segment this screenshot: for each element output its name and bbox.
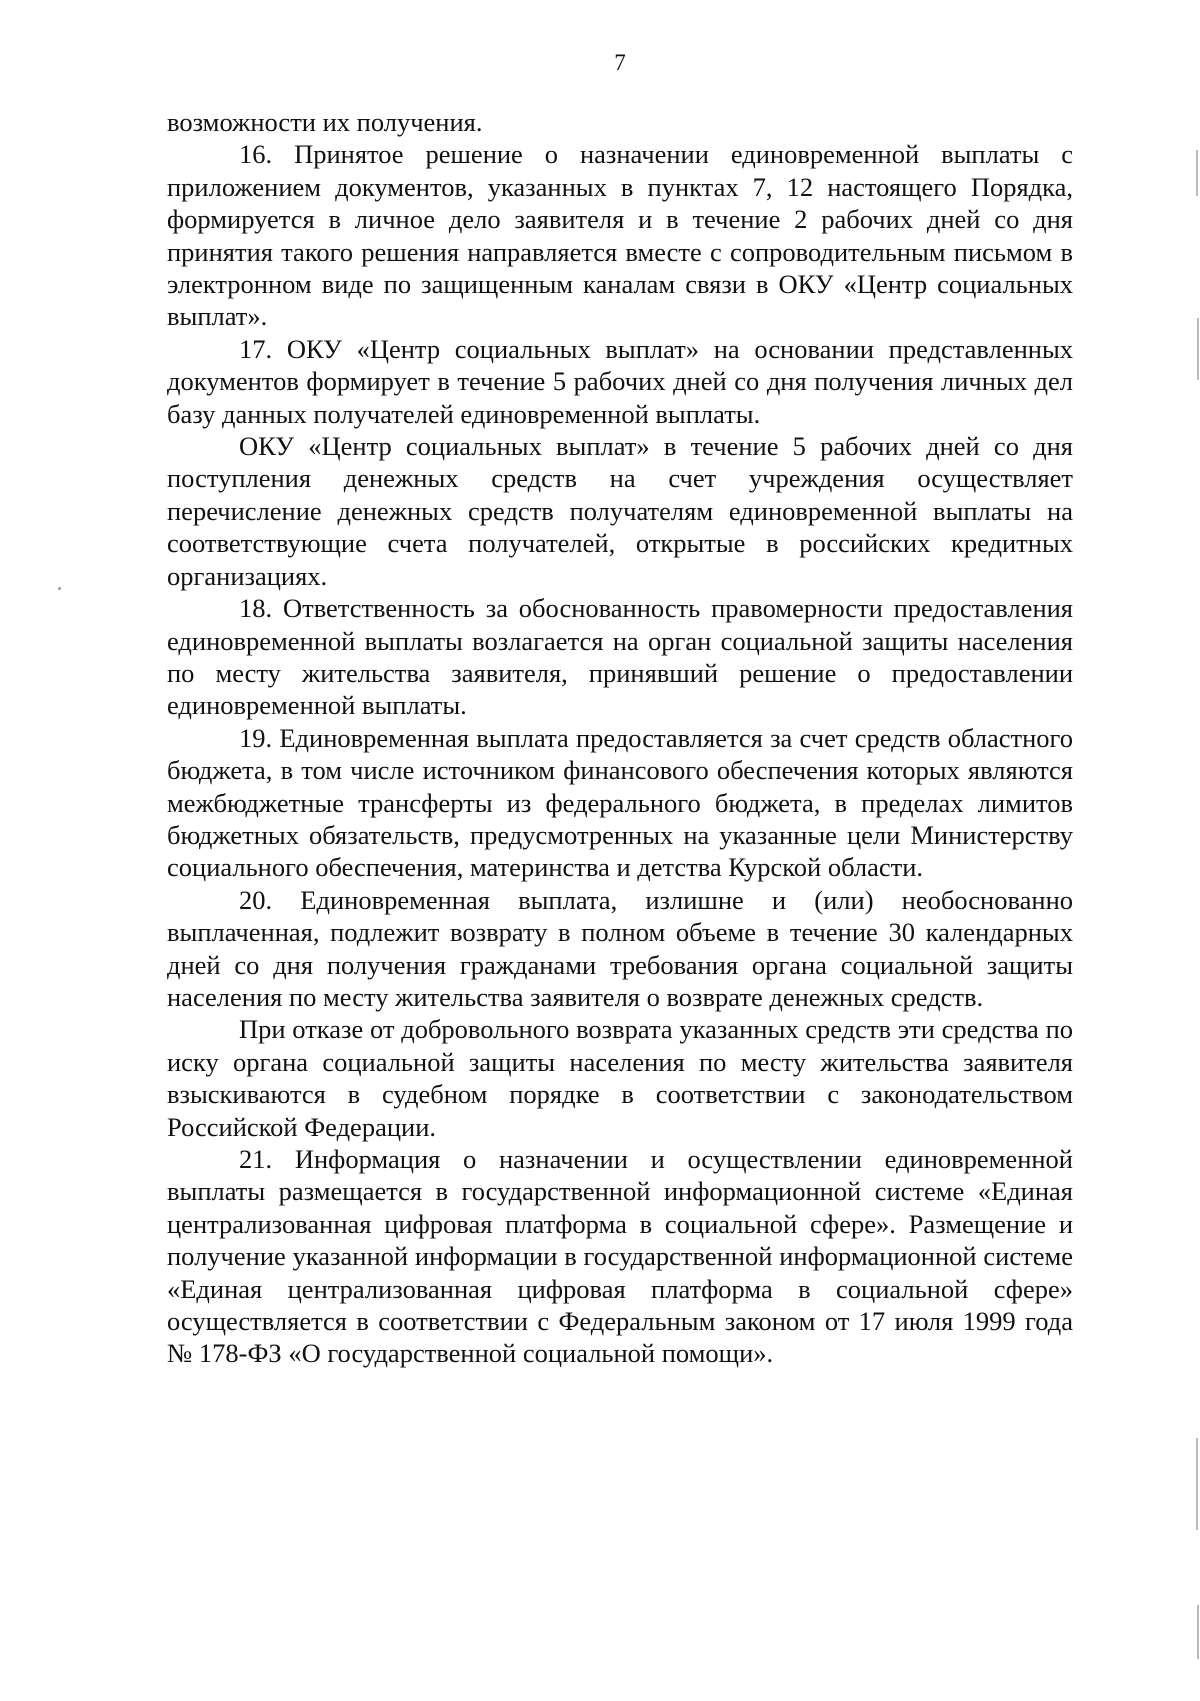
scan-speck <box>58 587 61 590</box>
scan-edge-mark <box>1197 1605 1199 1659</box>
paragraph-item-19: 19. Единовременная выплата предоставляется за счет средств областного бюджета, в том числе источником финансового обеспечения которых являются межбюджетные трансферты из федерального бюджета, в пределах лимитов бюджетных обязательств, предусмотренных на указанные цели Министерству социального обеспечения, материнства и детства Курской области. <box>167 722 1073 883</box>
paragraph-item-17-transfer: ОКУ «Центр социальных выплат» в течение 5 рабочих дней со дня поступления денежных средств на счет учреждения осуществляет перечисление денежных средств получателям единовременной выплаты на соответствующие счета получателей, открытые в российских кредитных организациях. <box>167 431 1073 591</box>
paragraph-continuation: возможности их получения. <box>167 107 483 137</box>
paragraph-item-20-refusal: При отказе от добровольного возврата указанных средств эти средства по иску органа социальной защиты населения по месту жительства заявителя взыскиваются в судебном порядке в соответствии с законодательством Российской Федерации. <box>167 1014 1073 1142</box>
paragraph-item-17: 17. ОКУ «Центр социальных выплат» на основании представленных документов формирует в течение 5 рабочих дней со дня получения личных дел базу данных получателей единовременной выплаты. <box>167 333 1073 429</box>
paragraph-item-18: 18. Ответственность за обоснованность правомерности предоставления единовременной выплаты возлагается на орган социальной защиты населения по месту жительства заявителя, принявший решение о предоставлении единовременной выплаты. <box>167 593 1073 721</box>
paragraph-item-20: 20. Единовременная выплата, излишне и (или) необоснованно выплаченная, подлежит возврату в полном объеме в течение 30 календарных дней со дня получения гражданами требования органа социальной защиты населения по месту жительства заявителя о возврате денежных средств. <box>167 884 1073 1012</box>
paragraph-item-16: 16. Принятое решение о назначении единовременной выплаты с приложением документов, указанных в пунктах 7, 12 настоящего Порядка, формируется в личное дело заявителя и в течение 2 рабочих дней со дня принятия такого решения направляется вместе с сопроводительным письмом в электронном виде по защищенным каналам связи в ОКУ «Центр социальных выплат». <box>167 139 1073 332</box>
document-body <box>167 106 1073 1370</box>
scan-edge-mark <box>1196 1438 1198 1530</box>
scan-edge-mark <box>1197 318 1199 380</box>
paragraph-item-21: 21. Информация о назначении и осуществлении единовременной выплаты размещается в государственной информационной системе «Единая централизованная цифровая платформа в социальной сфере». Размещение и получение указанной информации в государственной информационной системе «Единая централизованная цифровая платформа в социальной сфере» осуществляется в соответствии с Федеральным законом от 17 июля 1999 года № 178-ФЗ «О государственной социальной помощи». <box>167 1144 1073 1369</box>
page-number: 7 <box>614 50 626 75</box>
scan-edge-mark <box>1196 150 1198 196</box>
